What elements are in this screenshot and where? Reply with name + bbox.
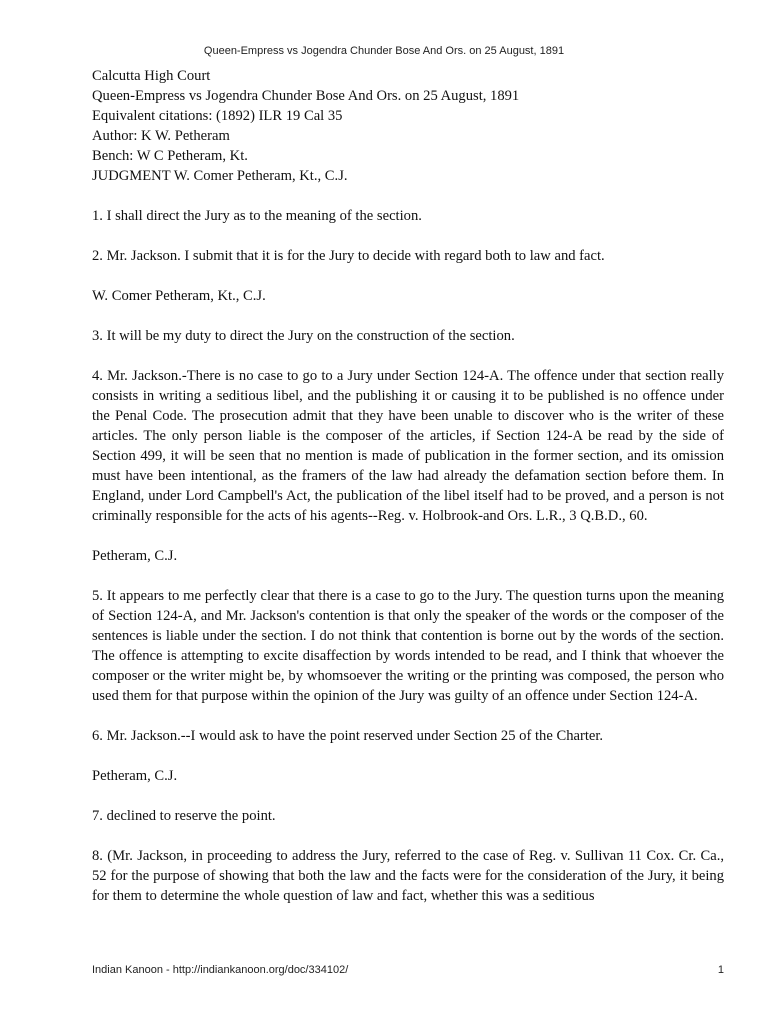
author: Author: K W. Petheram <box>92 128 230 144</box>
paragraph: 7. declined to reserve the point. <box>92 808 276 824</box>
citations: Equivalent citations: (1892) ILR 19 Cal 35 <box>92 108 343 124</box>
page-number: 1 <box>717 964 724 976</box>
bench: Bench: W C Petheram, Kt. <box>92 148 248 164</box>
paragraph: 3. It will be my duty to direct the Jury on the construction of the section. <box>92 328 515 344</box>
running-header: Queen-Empress vs Jogendra Chunder Bose And Ors. on 25 August, 1891 <box>203 45 565 57</box>
paragraph: 2. Mr. Jackson. I submit that it is for the Jury to decide with regard both to law and fact. <box>92 248 605 264</box>
judgment-heading: JUDGMENT W. Comer Petheram, Kt., C.J. <box>92 168 348 184</box>
paragraph: 8. (Mr. Jackson, in proceeding to address the Jury, referred to the case of Reg. v. Sullivan 11 Cox. Cr. Ca., 52 for the purpose of showing that both the law and the facts were for the consideration of the Jury, it being for them to determine the whole question of law and fact, whether this was a seditious <box>92 848 724 904</box>
paragraph: 6. Mr. Jackson.--I would ask to have the point reserved under Section 25 of the Charter. <box>92 728 604 744</box>
speaker-line: Petheram, C.J. <box>92 768 178 784</box>
case-metadata <box>92 66 724 186</box>
paragraph: 5. It appears to me perfectly clear that there is a case to go to the Jury. The question turns upon the meaning of Section 124-A, and Mr. Jackson's contention is that only the speaker of the words or the composer of the sentences is liable under the section. I do not think that contention is borne out by the words of the section. The offence is attempting to excite disaffection by words intended to be read, and I think that whoever the composer or the writer might be, by whomsoever the writing or the printing was composed, the person who used them for that purpose within the opinion of the Jury was guilty of an offence under Section 124-A. <box>92 588 724 704</box>
paragraph: 4. Mr. Jackson.-There is no case to go to a Jury under Section 124-A. The offence under that section really consists in writing a seditious libel, and the publishing it or causing it to be published is no offence under the Penal Code. The prosecution admit that they have been unable to discover who is the writer of these articles. The only person liable is the composer of the articles, if Section 124-A be read by the side of Section 499, it will be seen that no mention is made of publication in the former section, and its omission must have been intentional, as the framers of the law had already the defamation section before them. In England, under Lord Campbell's Act, the publication of the libel itself had to be proved, and a person is not criminally responsible for the acts of his agents--Reg. v. Holbrook-and Ors. L.R., 3 Q.B.D., 60. <box>92 368 724 524</box>
footer-source: Indian Kanoon - http://indiankanoon.org/doc/334102/ <box>92 964 349 976</box>
paragraph: 1. I shall direct the Jury as to the meaning of the section. <box>92 208 422 224</box>
document-body <box>92 66 724 906</box>
speaker-line: Petheram, C.J. <box>92 548 178 564</box>
case-title: Queen-Empress vs Jogendra Chunder Bose And Ors. on 25 August, 1891 <box>92 88 520 104</box>
court-name: Calcutta High Court <box>92 68 211 84</box>
page-footer <box>92 964 724 976</box>
speaker-line: W. Comer Petheram, Kt., C.J. <box>92 288 266 304</box>
